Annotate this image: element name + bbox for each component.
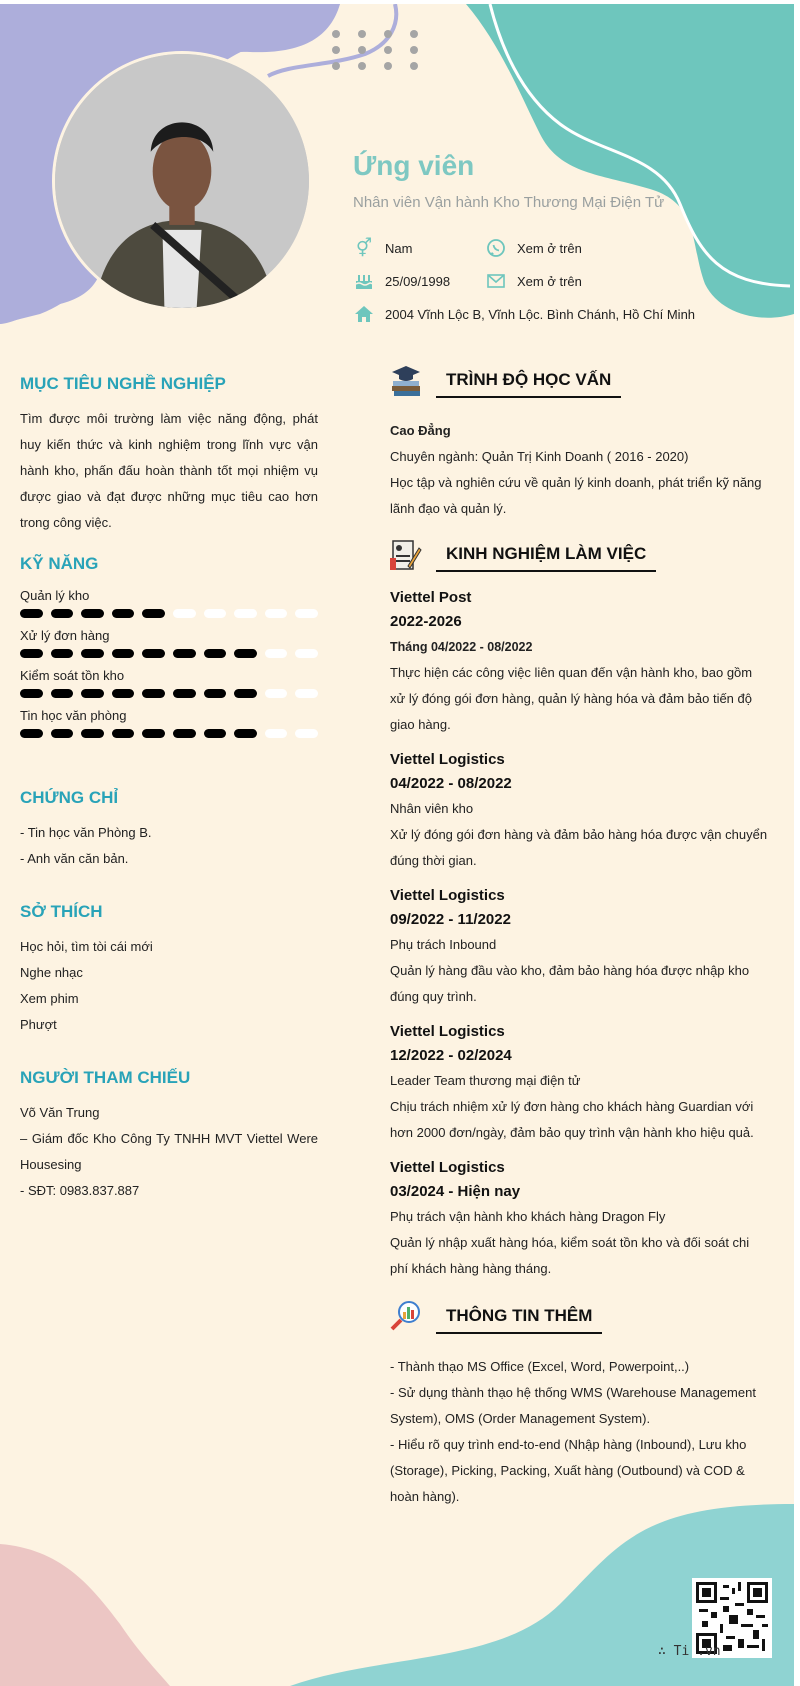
additional-item: - Sử dụng thành thạo hệ thống WMS (Warehouse Management System), OMS (Order Management System). <box>390 1385 756 1426</box>
skill-dot-filled <box>20 649 43 658</box>
skill-dot-filled <box>81 609 104 618</box>
graduation-books-icon <box>390 364 422 398</box>
job-period: 03/2024 - Hiện nay <box>390 1183 521 1200</box>
skill-dot-empty <box>234 609 257 618</box>
skill-dot-filled <box>81 689 104 698</box>
skill-dot-filled <box>234 649 257 658</box>
email-row <box>485 270 582 292</box>
references-title: NGƯỜI THAM CHIẾU <box>20 1068 191 1087</box>
job-company: Viettel Logistics <box>390 887 505 904</box>
skill-dot-filled <box>51 689 74 698</box>
additional-item: - Thành thạo MS Office (Excel, Word, Powerpoint,..) <box>390 1359 690 1374</box>
certificate-item: - Tin học văn Phòng B. <box>20 825 152 840</box>
job-company: Viettel Post <box>390 589 472 606</box>
skill-dot-empty <box>295 689 318 698</box>
job-description: Quản lý hàng đầu vào kho, đảm bảo hàng hóa được nhập kho đúng quy trình. <box>390 963 750 1004</box>
skill-dot-filled <box>173 649 196 658</box>
additional-title: THÔNG TIN THÊM <box>436 1306 602 1334</box>
job-period: 09/2022 - 11/2022 <box>390 911 511 928</box>
email-value: Xem ở trên <box>517 273 582 289</box>
reference-phone: - SĐT: 0983.837.887 <box>20 1183 140 1198</box>
skill-dot-empty <box>265 729 288 738</box>
job-role: Nhân viên kho <box>390 801 474 816</box>
address-value: 2004 Vĩnh Lộc B, Vĩnh Lộc. Bình Chánh, Hồ Chí Minh <box>385 306 696 322</box>
job-role: Tháng 04/2022 - 08/2022 <box>390 640 533 654</box>
magnifier-chart-icon <box>390 1300 422 1334</box>
candidate-position: Nhân viên Vận hành Kho Thương Mại Điện Tử <box>353 194 665 211</box>
job-role: Phụ trách Inbound <box>390 937 497 952</box>
job-company: Viettel Logistics <box>390 751 505 768</box>
skill-name: Kiểm soát tồn kho <box>20 668 125 683</box>
certificate-item: - Anh văn căn bản. <box>20 851 129 866</box>
skill-name: Xử lý đơn hàng <box>20 628 110 643</box>
birthday-row <box>353 270 450 292</box>
skill-name: Quản lý kho <box>20 588 90 603</box>
skill-dot-empty <box>265 609 288 618</box>
skill-dot-filled <box>142 609 165 618</box>
avatar-photo <box>52 51 312 311</box>
skills-list <box>20 588 318 738</box>
hobbies-title: SỞ THÍCH <box>20 902 103 921</box>
job-description: Thực hiện các công việc liên quan đến vận hành kho, bao gồm xử lý đóng gói đơn hàng, quản lý hàng hóa và đảm bảo tiến độ giao hàng. <box>390 665 753 732</box>
hobbies-list <box>20 934 318 1038</box>
skill-dot-filled <box>204 729 227 738</box>
experience-header <box>390 538 770 572</box>
skill-dot-empty <box>173 609 196 618</box>
cv-page <box>0 4 794 1686</box>
skill-item <box>20 588 318 618</box>
skill-dot-empty <box>265 649 288 658</box>
skill-level-bar <box>20 609 318 618</box>
skill-dot-filled <box>112 649 135 658</box>
job-description: Quản lý nhập xuất hàng hóa, kiểm soát tồn kho và đối soát chi phí khách hàng hàng tháng. <box>390 1235 750 1276</box>
footer-brand: ∴ Ti .vn <box>658 1644 721 1659</box>
job-description: Xử lý đóng gói đơn hàng và đảm bảo hàng hóa được vận chuyển đúng thời gian. <box>390 827 768 868</box>
skill-dot-empty <box>265 689 288 698</box>
references-block <box>20 1100 318 1204</box>
hobby-item: Xem phim <box>20 991 79 1006</box>
additional-header <box>390 1300 770 1334</box>
skill-dot-empty <box>295 649 318 658</box>
certificates-title: CHỨNG CHỈ <box>20 788 119 807</box>
skill-name: Tin học văn phòng <box>20 708 127 723</box>
home-icon <box>353 303 375 325</box>
phone-row <box>485 237 582 259</box>
birthday-value: 25/09/1998 <box>385 273 451 289</box>
gender-row <box>353 237 412 259</box>
skill-dot-filled <box>20 609 43 618</box>
skill-dot-filled <box>142 729 165 738</box>
skill-dot-empty <box>295 729 318 738</box>
job-company: Viettel Logistics <box>390 1159 505 1176</box>
skill-dot-filled <box>204 689 227 698</box>
skill-dot-filled <box>81 649 104 658</box>
education-title: TRÌNH ĐỘ HỌC VẤN <box>436 370 621 398</box>
certificates-list <box>20 820 318 872</box>
job-entry <box>390 586 770 738</box>
additional-item: - Hiểu rõ quy trình end-to-end (Nhập hàng (Inbound), Lưu kho (Storage), Picking, Packing, Xuất hàng (Outbound) và COD & hoàn hàng). <box>390 1437 747 1504</box>
job-entry <box>390 1020 770 1146</box>
skill-dot-filled <box>234 689 257 698</box>
skill-dot-filled <box>142 689 165 698</box>
skill-dot-filled <box>112 729 135 738</box>
candidate-name: Ứng viên <box>353 150 475 181</box>
skill-level-bar <box>20 649 318 658</box>
skill-level-bar <box>20 729 318 738</box>
job-period: 12/2022 - 02/2024 <box>390 1047 512 1064</box>
skill-dot-filled <box>20 729 43 738</box>
left-column <box>20 374 318 1204</box>
skill-dot-filled <box>112 609 135 618</box>
envelope-icon <box>485 270 507 292</box>
job-company: Viettel Logistics <box>390 1023 505 1040</box>
job-role: Leader Team thương mại điện tử <box>390 1073 581 1088</box>
right-column <box>390 364 770 1510</box>
skill-dot-empty <box>295 609 318 618</box>
skill-dot-filled <box>51 649 74 658</box>
skill-dot-filled <box>20 689 43 698</box>
education-desc: Học tập và nghiên cứu về quản lý kinh doanh, phát triển kỹ năng lãnh đạo và quản lý. <box>390 475 762 516</box>
phone-value: Xem ở trên <box>517 240 582 256</box>
job-entry <box>390 884 770 1010</box>
skill-item <box>20 628 318 658</box>
gender-icon: ⚥ <box>355 237 373 258</box>
skill-dot-filled <box>51 729 74 738</box>
job-period: 2022-2026 <box>390 613 462 630</box>
job-role: Phụ trách vận hành kho khách hàng Dragon Fly <box>390 1209 666 1224</box>
skill-item <box>20 708 318 738</box>
skill-dot-filled <box>142 649 165 658</box>
skill-dot-filled <box>173 689 196 698</box>
education-school: Cao Đẳng <box>390 423 451 438</box>
skills-title: KỸ NĂNG <box>20 554 99 573</box>
hobby-item: Phượt <box>20 1017 57 1032</box>
skill-dot-empty <box>204 609 227 618</box>
hobby-item: Nghe nhạc <box>20 965 83 980</box>
reference-name: Võ Văn Trung <box>20 1105 100 1120</box>
hobby-item: Học hỏi, tìm tòi cái mới <box>20 939 153 954</box>
experience-title: KINH NGHIỆM LÀM VIỆC <box>436 544 656 572</box>
education-major: Chuyên ngành: Quản Trị Kinh Doanh ( 2016 - 2020) <box>390 449 689 464</box>
job-entry <box>390 1156 770 1282</box>
gender-value: Nam <box>385 240 413 256</box>
job-entry <box>390 748 770 874</box>
jobs-list <box>390 586 770 1282</box>
resume-pencil-icon <box>390 538 422 572</box>
skill-dot-filled <box>81 729 104 738</box>
skill-dot-filled <box>173 729 196 738</box>
education-header <box>390 364 770 398</box>
job-description: Chịu trách nhiệm xử lý đơn hàng cho khách hàng Guardian với hơn 2000 đơn/ngày, đảm bảo quy trình vận hành kho hiệu quả. <box>390 1099 754 1140</box>
address-row <box>353 303 695 325</box>
skill-item <box>20 668 318 698</box>
skill-level-bar <box>20 689 318 698</box>
phone-icon <box>485 237 507 259</box>
skill-dot-filled <box>51 609 74 618</box>
skill-dot-filled <box>112 689 135 698</box>
cake-icon <box>353 270 375 292</box>
objective-text: Tìm được môi trường làm việc năng động, phát huy kiến thức và kinh nghiệm trong lĩnh vực vận hành kho, phấn đấu hoàn thành tốt mọi nhiệm vụ được giao và đạt được những mục tiêu cao hơn trong công việc. <box>20 411 318 530</box>
job-period: 04/2022 - 08/2022 <box>390 775 512 792</box>
skill-dot-filled <box>204 649 227 658</box>
reference-role: – Giám đốc Kho Công Ty TNHH MVT Viettel Were Housesing <box>20 1131 318 1172</box>
dot-pattern <box>330 26 430 76</box>
objective-title: MỤC TIÊU NGHỀ NGHIỆP <box>20 374 226 393</box>
skill-dot-filled <box>234 729 257 738</box>
additional-list <box>390 1354 770 1510</box>
